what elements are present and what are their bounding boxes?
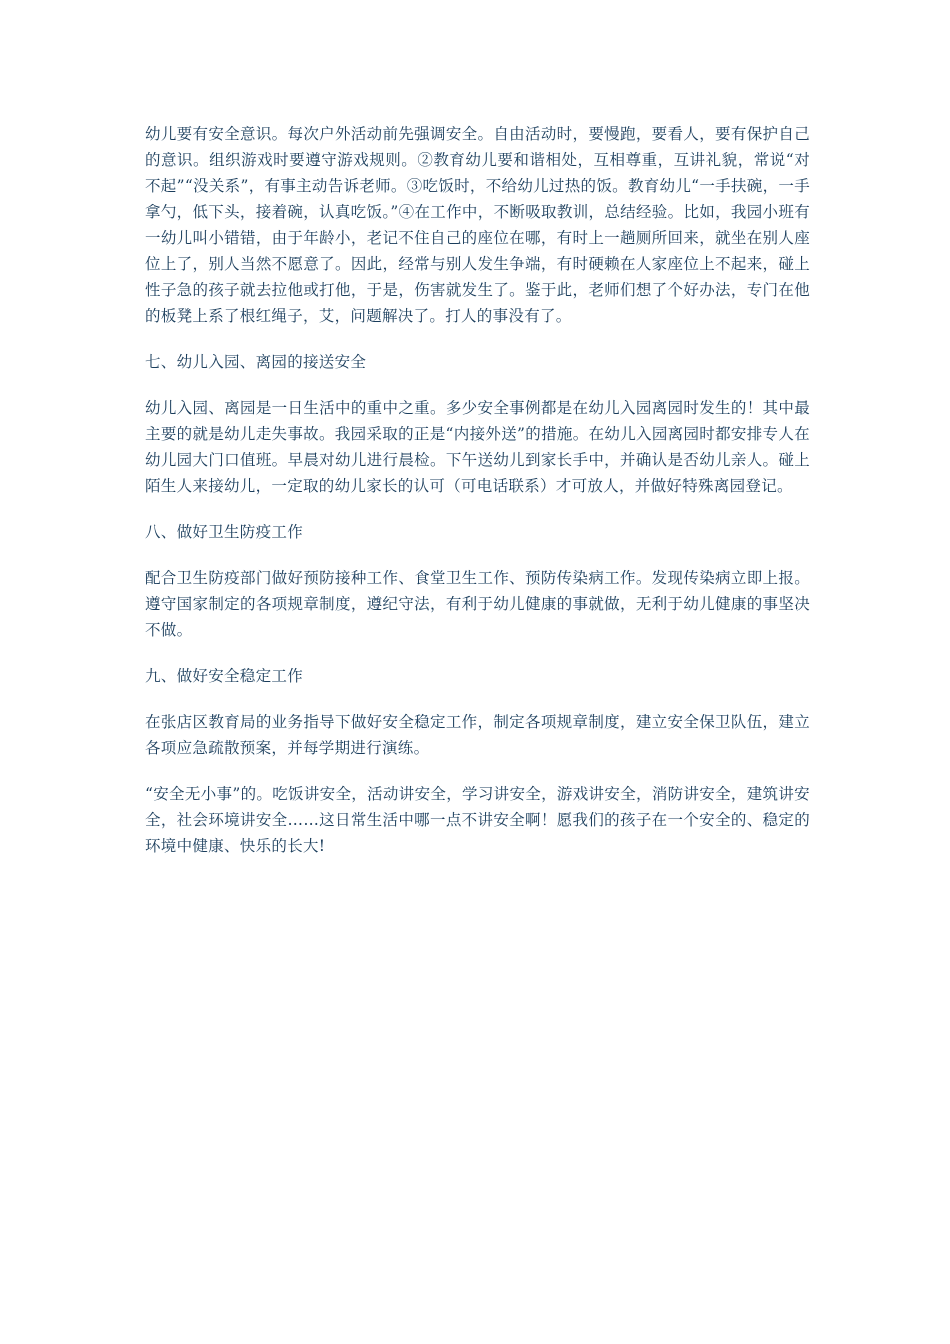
spacer	[145, 375, 810, 395]
spacer	[145, 499, 810, 519]
spacer	[145, 545, 810, 565]
spacer	[145, 329, 810, 349]
heading-section-9: 九、做好安全稳定工作	[145, 667, 304, 685]
paragraph-hygiene-epidemic: 配合卫生防疫部门做好预防接种工作、食堂卫生工作、预防传染病工作。发现传染病立即上报。遵守国家制定的各项规章制度，遵纪守法，有利于幼儿健康的事就做，无利于幼儿健康的事坚决不做。	[145, 569, 810, 639]
paragraph-pickup-safety: 幼儿入园、离园是一日生活中的重中之重。多少安全事例都是在幼儿入园离园时发生的！其中最主要的就是幼儿走失事故。我园采取的正是“内接外送”的措施。在幼儿入园离园时都安排专人在幼儿园大门口值班。早晨对幼儿进行晨检。下午送幼儿到家长手中，并确认是否幼儿亲人。碰上陌生人来接幼儿，一定取的幼儿家长的认可（可电话联系）才可放人，并做好特殊离园登记。	[145, 399, 810, 495]
paragraph-stability-work: 在张店区教育局的业务指导下做好安全稳定工作，制定各项规章制度，建立安全保卫队伍，建立各项应急疏散预案，并每学期进行演练。	[145, 713, 810, 757]
document-page	[145, 121, 810, 859]
spacer	[145, 689, 810, 709]
paragraph-conclusion: “安全无小事”的。吃饭讲安全，活动讲安全，学习讲安全，游戏讲安全，消防讲安全，建筑讲安全，社会环境讲安全……这日常生活中哪一点不讲安全啊！愿我们的孩子在一个安全的、稳定的环境中健康、快乐的长大!	[145, 785, 810, 855]
heading-section-8: 八、做好卫生防疫工作	[145, 523, 304, 541]
spacer	[145, 761, 810, 781]
spacer	[145, 643, 810, 663]
heading-section-7: 七、幼儿入园、离园的接送安全	[145, 353, 367, 371]
paragraph-safety-awareness: 幼儿要有安全意识。每次户外活动前先强调安全。自由活动时，要慢跑，要看人，要有保护自己的意识。组织游戏时要遵守游戏规则。②教育幼儿要和谐相处，互相尊重，互讲礼貌，常说“对不起”“没关系”，有事主动告诉老师。③吃饭时，不给幼儿过热的饭。教育幼儿“一手扶碗，一手拿勺，低下头，接着碗，认真吃饭。”④在工作中，不断吸取教训，总结经验。比如，我园小班有一幼儿叫小错错，由于年龄小，老记不住自己的座位在哪，有时上一趟厕所回来，就坐在别人座位上了，别人当然不愿意了。因此，经常与别人发生争端，有时硬赖在人家座位上不起来，碰上性子急的孩子就去拉他或打他，于是，伤害就发生了。鉴于此，老师们想了个好办法，专门在他的板凳上系了根红绳子，艾，问题解决了。打人的事没有了。	[145, 125, 810, 325]
